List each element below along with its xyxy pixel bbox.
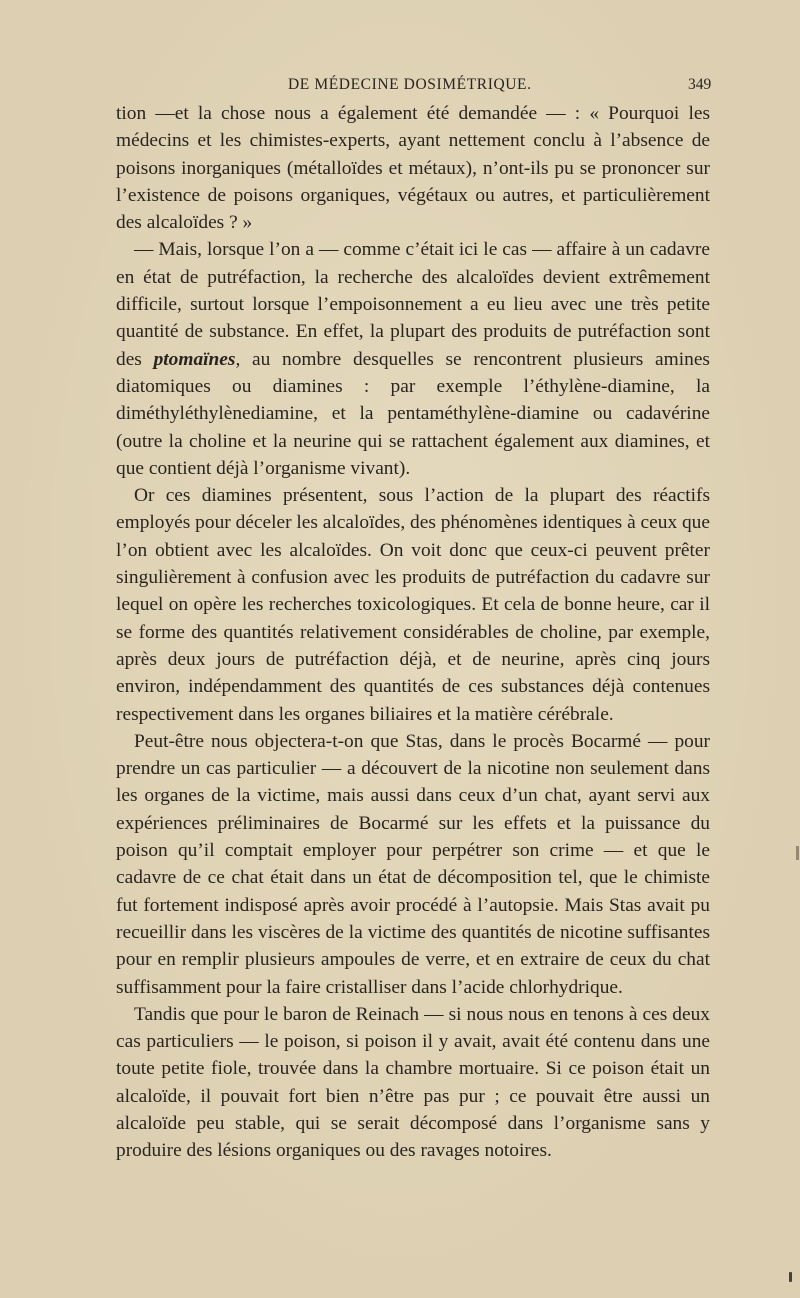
paragraph-1	[116, 100, 710, 236]
edge-mark	[789, 1272, 792, 1282]
paragraph-2	[116, 236, 710, 482]
paragraph-5-text: Tandis que pour le baron de Reinach — si nous nous en tenons à ces deux cas particuliers — le poison, si poison il y avait, avait été contenu dans une toute petite fiole, trouvée dans la chambre mortuaire. Si ce poison était un alcaloïde, il pouvait fort bien n’être pas pur ; ce pouvait être aussi un alcaloïde peu stable, qui se serait décomposé dans l’organisme sans y produire des lésions organiques ou des ravages notoires.	[116, 1003, 710, 1162]
paragraph-1-text: tion —et la chose nous a également été demandée — : « Pourquoi les médecins et les chimistes-experts, ayant nettement conclu à l’absence de poisons inorganiques (métalloïdes et métaux), n’ont-ils pu se prononcer sur l’existence de poisons organiques, végétaux ou autres, et particulièrement des alcaloïdes ? »	[116, 103, 710, 234]
italic-term-ptomaines: ptomaïnes	[153, 348, 236, 370]
paragraph-2-text-after: , au nombre desquelles se rencontrent plusieurs amines diatomiques ou diamines : par exemple l’éthylène-diamine, la diméthyléthylènediamine, et la pentaméthylène-diamine ou cadavérine (outre la choline et la neurine qui se rattachent également aux diamines, et que contient déjà l’organisme vivant).	[116, 348, 710, 479]
body-text	[116, 100, 710, 1165]
running-title: DE MÉDECINE DOSIMÉTRIQUE.	[288, 76, 532, 93]
paragraph-3	[116, 482, 710, 728]
paragraph-4	[116, 728, 710, 1001]
paragraph-5	[116, 1001, 710, 1165]
paragraph-4-text: Peut-être nous objectera-t-on que Stas, dans le procès Bocarmé — pour prendre un cas particulier — a découvert de la nicotine non seulement dans les organes de la victime, mais aussi dans ceux d’un chat, ayant servi aux expériences préliminaires de Bocarmé sur les effets et la puissance du poison qu’il comptait employer pour perpétrer son crime — et que le cadavre de ce chat était dans un état de décomposition tel, que le chimiste fut fortement indisposé après avoir procédé à l’autopsie. Mais Stas avait pu recueillir dans les viscères de la victime des quantités de nicotine suffisantes pour en remplir plusieurs ampoules de verre, et en extraire de ceux du chat suffisamment pour la faire cristalliser dans l’acide chlorhydrique.	[116, 730, 710, 998]
paragraph-2-text: — Mais, lorsque l’on a — comme c’était ici le cas — affaire à un cadavre en état de putréfaction, la recherche des alcaloïdes devient extrêmement difficile, surtout lorsque l’empoisonnement a eu lieu avec une très petite quantité de substance. En effet, la plupart des produits de putréfaction sont des	[116, 239, 710, 370]
paragraph-3-text: Or ces diamines présentent, sous l’action de la plupart des réactifs employés pour déceler les alcaloïdes, des phénomènes identiques à ceux que l’on obtient avec les alcaloïdes. On voit donc que ceux-ci peuvent prêter singulièrement à confusion avec les produits de putréfaction du cadavre sur lequel on opère les recherches toxicologiques. Et cela de bonne heure, car il se forme des quantités relativement considérables de choline, par exemple, après deux jours de putréfaction déjà, et de neurine, après cinq jours environ, indépendamment des quantités de ces substances déjà contenues respectivement dans les organes biliaires et la matière cérébrale.	[116, 485, 710, 725]
page-number: 349	[688, 76, 712, 93]
margin-speck	[796, 846, 799, 860]
running-header	[0, 76, 800, 100]
